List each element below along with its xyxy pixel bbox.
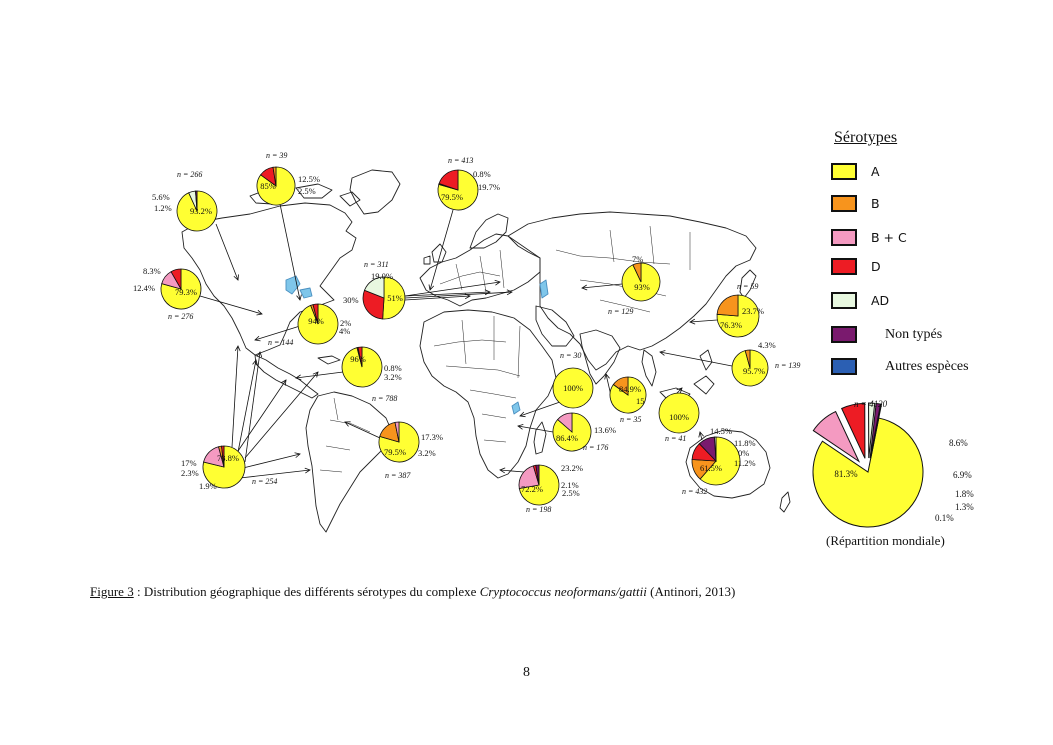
slice-label: 100% [669, 412, 689, 422]
slice-label: 84.9% [619, 384, 641, 394]
slice-label: 1.2% [154, 203, 172, 213]
sample-size-label: n = 413 [448, 156, 474, 165]
sample-size-label: n = 176 [583, 443, 609, 452]
slice-label: 93% [634, 282, 650, 292]
sample-size-label: n = 39 [266, 151, 288, 160]
figure-ref: Figure 3 [90, 584, 134, 599]
figure-caption [90, 584, 735, 600]
sample-size-label: n = 30 [560, 351, 582, 360]
legend-label: Autres espèces [885, 359, 969, 374]
pointer-arrow [500, 470, 524, 472]
sample-size-label: n = 276 [168, 312, 194, 321]
slice-label: 79.5% [384, 447, 406, 457]
pointer-arrow [245, 352, 260, 462]
arrow-head [281, 380, 286, 386]
slice-label: 8.3% [143, 266, 161, 276]
region-pie [717, 282, 764, 337]
sample-size-label: n = 198 [526, 505, 552, 514]
legend-label: Non typés [885, 327, 943, 342]
sample-size-label: n = 387 [385, 471, 411, 480]
region-pie [343, 260, 405, 319]
slice-label: 0% [738, 448, 750, 458]
slice-label: 51% [387, 293, 403, 303]
africa-borders [434, 316, 520, 442]
slice-label: 78.8% [217, 453, 239, 463]
region-pie [659, 393, 699, 443]
europe-outline [420, 234, 540, 306]
slice-label: 23.7% [742, 306, 764, 316]
slice-label: 2.5% [562, 488, 580, 498]
slice-label: 3.2% [384, 372, 402, 382]
pointer-arrow [245, 372, 318, 458]
sample-size-label: n = 35 [620, 415, 642, 424]
legend-swatch [831, 292, 857, 309]
slice-label: 93.2% [190, 206, 212, 216]
pointer-arrow [582, 284, 622, 288]
sample-size-label: n = 432 [682, 487, 708, 496]
world-slice-label: 0.1% [935, 513, 954, 523]
slice-label: 4.3% [758, 340, 776, 350]
region-pie [257, 151, 320, 205]
world-pie [813, 399, 974, 527]
sample-size-label: n = 266 [177, 170, 203, 179]
legend-label: A [871, 164, 880, 179]
slice-label: 85% [260, 181, 276, 191]
region-pie [732, 340, 800, 386]
world-slice-label: 1.8% [955, 489, 974, 499]
sample-size-label: n = 788 [372, 394, 398, 403]
legend-label: D [871, 259, 881, 274]
slice-label: 0.8% [384, 363, 402, 373]
greenland [350, 170, 400, 214]
slice-label: 0.8% [473, 169, 491, 179]
slice-label: 2.3% [181, 468, 199, 478]
caption-species: Cryptococcus neoformans/gattii [479, 584, 647, 599]
legend-swatch [831, 229, 857, 246]
slice-label: 11.2% [734, 458, 756, 468]
slice-label: 3.2% [418, 448, 436, 458]
legend-swatch [831, 358, 857, 375]
pointer-arrow [660, 352, 732, 366]
arabian-peninsula [536, 306, 574, 346]
sample-size-label: n = 144 [268, 338, 294, 347]
slice-label: 13.6% [594, 425, 616, 435]
region-pie [682, 426, 756, 496]
slice-label: 7% [632, 254, 644, 264]
pointer-arrow [236, 380, 286, 454]
region-pie [268, 304, 351, 347]
slice-label: 14.5% [710, 426, 732, 436]
slice-label: 61.5% [700, 463, 722, 473]
pointer-arrow [520, 402, 560, 416]
slice-label: 94% [308, 316, 324, 326]
legend-title: Sérotypes [834, 129, 898, 146]
pointer-arrow [345, 422, 380, 438]
region-pie [553, 413, 616, 452]
slice-label: 19.7% [478, 182, 500, 192]
slice-label: 17% [181, 458, 197, 468]
slice-label: 17.3% [421, 432, 443, 442]
sample-size-label: n = 59 [737, 282, 759, 291]
region-pie [553, 351, 593, 408]
slice-label: 79.3% [175, 287, 197, 297]
pointer-arrow [690, 320, 717, 322]
sample-size-label: n = 254 [252, 477, 278, 486]
world-slice-label: 6.9% [953, 470, 972, 480]
legend-swatch [831, 163, 857, 180]
madagascar [534, 422, 546, 454]
slice-label: 2.5% [298, 186, 316, 196]
world-slice-label: 81.3% [834, 469, 858, 479]
page-number: 8 [523, 665, 530, 680]
slice-label: 2.1% [561, 480, 579, 490]
caption-text-before: : Distribution géographique des différents sérotypes du complexe [133, 584, 480, 599]
south-america-outline [306, 392, 392, 532]
slice-label: 5.6% [152, 192, 170, 202]
slice-label: 4% [339, 326, 351, 336]
pies-layer [133, 151, 800, 514]
slice-label: 23.2% [561, 463, 583, 473]
region-pie [342, 347, 402, 403]
slice-label: 11.8% [734, 438, 756, 448]
asia-borders [556, 226, 690, 312]
world-slice-label: 1.3% [955, 502, 974, 512]
slice-label: 86.4% [556, 433, 578, 443]
pointer-arrow [200, 296, 262, 314]
lake-victoria [512, 402, 520, 414]
region-pie [438, 156, 500, 210]
south-america-borders [320, 398, 370, 472]
region-pie [519, 463, 583, 514]
legend-swatch [831, 195, 857, 212]
slice-label: 30% [343, 295, 359, 305]
legend-label: B [871, 196, 880, 211]
slice-label: 100% [563, 383, 583, 393]
region-pie [610, 377, 646, 424]
sample-size-label: n = 41 [665, 434, 687, 443]
legend-swatch [831, 326, 857, 343]
europe-borders [440, 250, 504, 292]
world-pie-caption: (Répartition mondiale) [826, 533, 945, 548]
sample-size-label: n = 129 [608, 307, 634, 316]
world-sample-size: n = 4120 [854, 399, 888, 409]
slice-label: 79.5% [441, 192, 463, 202]
slice-label: 96% [350, 354, 366, 364]
slice-label: 76.3% [720, 320, 742, 330]
pie-slice [717, 295, 738, 316]
slice-label: 12.5% [298, 174, 320, 184]
scandinavia [470, 214, 508, 248]
legend-swatch [831, 258, 857, 275]
sample-size-label: n = 311 [364, 260, 389, 269]
caption-text-after: (Antinori, 2013) [646, 584, 736, 599]
sample-size-label: n = 139 [775, 361, 801, 370]
slice-label: 95.7% [743, 366, 765, 376]
slice-label: 19.0% [371, 271, 393, 281]
world-slice-label: 8.6% [949, 438, 968, 448]
region-pie [379, 422, 443, 480]
pointer-arrow [296, 372, 343, 378]
region-pie [181, 446, 277, 491]
pointer-arrow [216, 224, 238, 280]
region-pie [133, 266, 201, 321]
slice-label: 2% [340, 318, 352, 328]
slice-label: 15 [636, 396, 645, 406]
slice-label: 72.2% [521, 484, 543, 494]
slice-label: 12.4% [133, 283, 155, 293]
new-zealand [780, 492, 790, 512]
legend-label: B + C [871, 230, 907, 245]
pointer-arrow [243, 454, 300, 468]
region-pie [152, 170, 217, 231]
caspian-sea [540, 280, 548, 298]
slice-label: 1.9% [199, 481, 217, 491]
pointer-arrow [232, 346, 238, 447]
legend-label: AD [871, 293, 890, 308]
